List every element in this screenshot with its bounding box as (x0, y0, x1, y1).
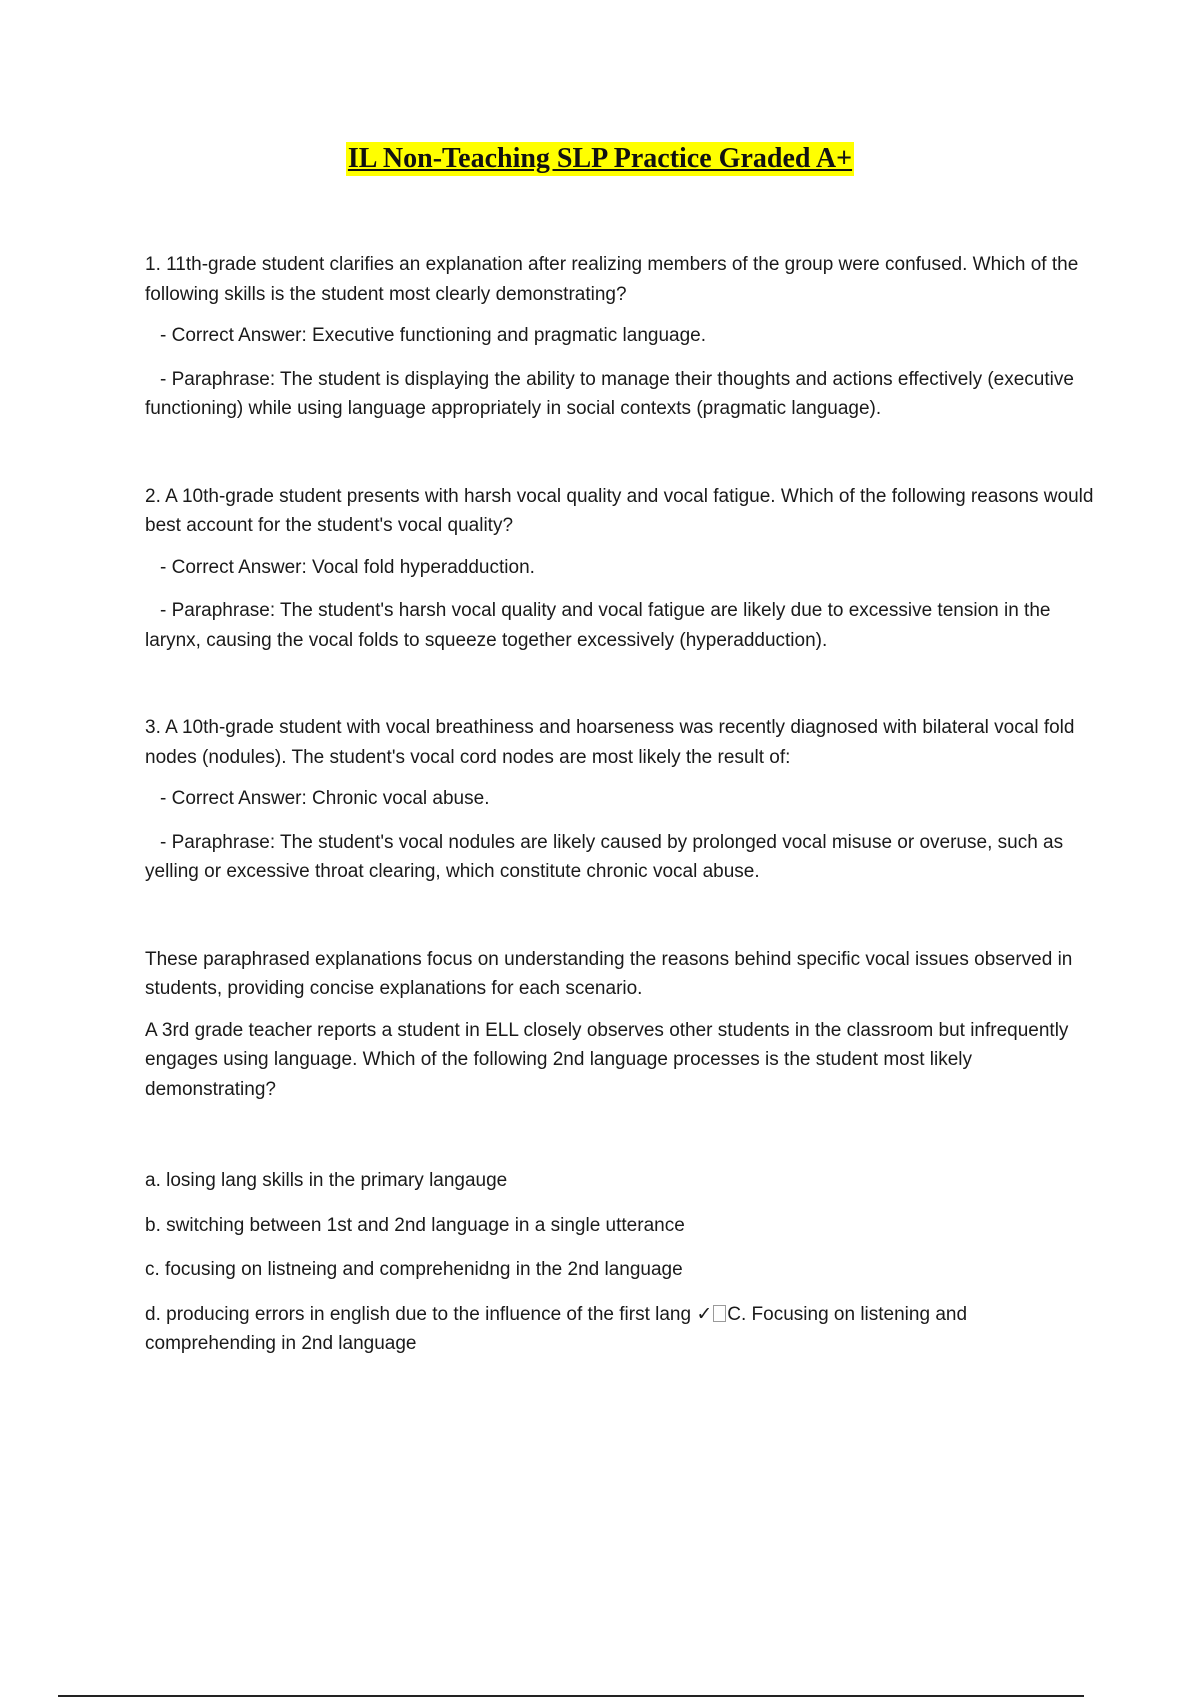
answer-suffix: C. Focusing on listening and comprehending in 2nd language (145, 1303, 968, 1354)
title-container (0, 142, 1200, 176)
option-a: a. losing lang skills in the primary langauge (145, 1170, 508, 1191)
question-block-1 (145, 250, 1095, 424)
question-block-2 (145, 482, 1095, 656)
question-text: 2. A 10th-grade student presents with harsh vocal quality and vocal fatigue. Which of the following reasons would best account for the student's vocal quality? (145, 485, 1094, 536)
option-c: c. focusing on listneing and comprehenidng in the 2nd language (145, 1259, 683, 1280)
check-mark-icon: ✓ (696, 1302, 713, 1325)
question-block-3 (145, 713, 1095, 887)
paraphrase: - Paraphrase: The student is displaying the ability to manage their thoughts and actions effectively (executive functioning) while using language appropriately in social contexts (pragmatic language). (145, 368, 1074, 419)
correct-answer: - Correct Answer: Chronic vocal abuse. (160, 788, 490, 809)
option-d (145, 1300, 1095, 1359)
document-title: IL Non-Teaching SLP Practice Graded A+ (347, 143, 853, 174)
correct-answer: - Correct Answer: Vocal fold hyperadduction. (160, 556, 535, 578)
document-body (145, 250, 1095, 1374)
box-glyph-icon (713, 1305, 726, 1322)
question-text: 1. 11th-grade student clarifies an explanation after realizing members of the group were confused. Which of the following skills is the student most clearly demonstrating? (145, 254, 1079, 305)
paraphrase: - Paraphrase: The student's vocal nodules are likely caused by prolonged vocal misuse or overuse, such as yelling or excessive throat clearing, which constitute chronic vocal abuse. (145, 831, 1064, 882)
ell-question-text: A 3rd grade teacher reports a student in ELL closely observes other students in the classroom but infrequently engages using language. Which of the following 2nd language processes is the student most likely demonstrating? (145, 1019, 1069, 1100)
correct-answer: - Correct Answer: Executive functioning and pragmatic language. (160, 325, 707, 346)
option-b: b. switching between 1st and 2nd language in a single utterance (145, 1214, 685, 1236)
option-d-text: d. producing errors in english due to the influence of the first lang (145, 1303, 692, 1325)
footer-divider (58, 1695, 1084, 1697)
paraphrase: - Paraphrase: The student's harsh vocal quality and vocal fatigue are likely due to excessive tension in the larynx, causing the vocal folds to squeeze together excessively (hyperadduction). (145, 600, 1051, 651)
summary-paragraph: These paraphrased explanations focus on understanding the reasons behind specific vocal issues observed in students, providing concise explanations for each scenario. (145, 948, 1073, 999)
question-text: 3. A 10th-grade student with vocal breathiness and hoarseness was recently diagnosed with bilateral vocal fold nodes (nodules). The student's vocal cord nodes are most likely the result of: (145, 717, 1075, 768)
